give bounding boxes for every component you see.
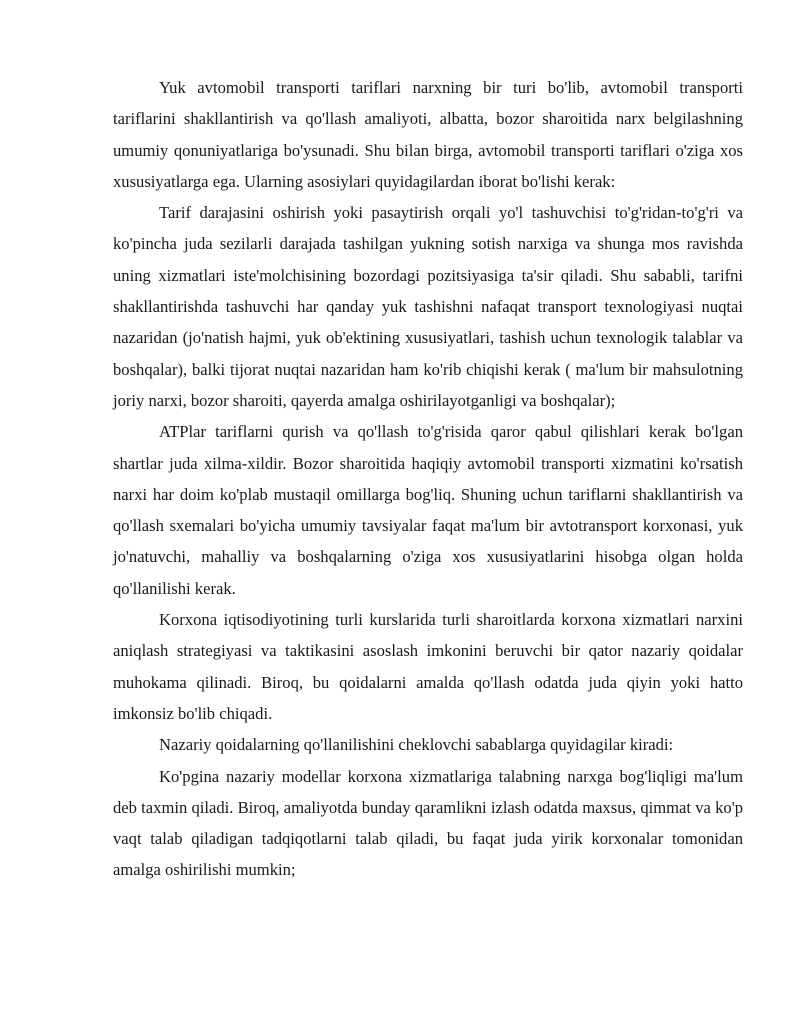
paragraph-2: Tarif darajasini oshirish yoki pasaytirish orqali yo'l tashuvchisi to'g'ridan-to'g'ri va ko'pincha juda sezilarli darajada tashilgan yukning sotish narxiga va shunga mos ravishda uning xizmatlari iste'molchisining bozordagi pozitsiyasiga ta'sir qiladi. Shu sababli, tarifni shakllantirishda tashuvchi har qanday yuk tashishni nafaqat transport texnologiyasi nuqtai nazaridan (jo'natish hajmi, yuk ob'ektining xususiyatlari, tashish uchun texnologik talablar va boshqalar), balki tijorat nuqtai nazaridan ham ko'rib chiqishi kerak ( ma'lum bir mahsulotning joriy narxi, bozor sharoiti, qayerda amalga oshirilayotganligi va boshqalar);	[113, 203, 743, 410]
document-page	[113, 72, 743, 886]
paragraph-1: Yuk avtomobil transporti tariflari narxning bir turi bo'lib, avtomobil transporti tariflarini shakllantirish va qo'llash amaliyoti, albatta, bozor sharoitida narx belgilashning umumiy qonuniyatlariga bo'ysunadi. Shu bilan birga, avtomobil transporti tariflari o'ziga xos xususiyatlarga ega. Ularning asosiylari quyidagilardan iborat bo'lishi kerak:	[113, 78, 743, 191]
paragraph-3: ATPlar tariflarni qurish va qo'llash to'g'risida qaror qabul qilishlari kerak bo'lgan shartlar juda xilma-xildir. Bozor sharoitida haqiqiy avtomobil transporti xizmatini ko'rsatish narxi har doim ko'plab mustaqil omillarga bog'liq. Shuning uchun tariflarni shakllantirish va qo'llash sxemalari bo'yicha umumiy tavsiyalar faqat ma'lum bir avtotransport korxonasi, yuk jo'natuvchi, mahalliy va boshqalarning o'ziga xos xususiyatlarini hisobga olgan holda qo'llanilishi kerak.	[113, 422, 743, 598]
paragraph-6: Ko'pgina nazariy modellar korxona xizmatlariga talabning narxga bog'liqligi ma'lum deb taxmin qiladi. Biroq, amaliyotda bunday qaramlikni izlash odatda maxsus, qimmat va ko'p vaqt talab qiladigan tadqiqotlarni talab qiladi, bu faqat juda yirik korxonalar tomonidan amalga oshirilishi mumkin;	[113, 766, 743, 880]
paragraph-5: Nazariy qoidalarning qo'llanilishini cheklovchi sabablarga quyidagilar kiradi:	[159, 735, 674, 755]
paragraph-4: Korxona iqtisodiyotining turli kurslarida turli sharoitlarda korxona xizmatlari narxini aniqlash strategiyasi va taktikasini asoslash imkonini beruvchi bir qator nazariy qoidalar muhokama qilinadi. Biroq, bu qoidalarni amalda qo'llash odatda juda qiyin yoki hatto imkonsiz bo'lib chiqadi.	[113, 610, 743, 723]
